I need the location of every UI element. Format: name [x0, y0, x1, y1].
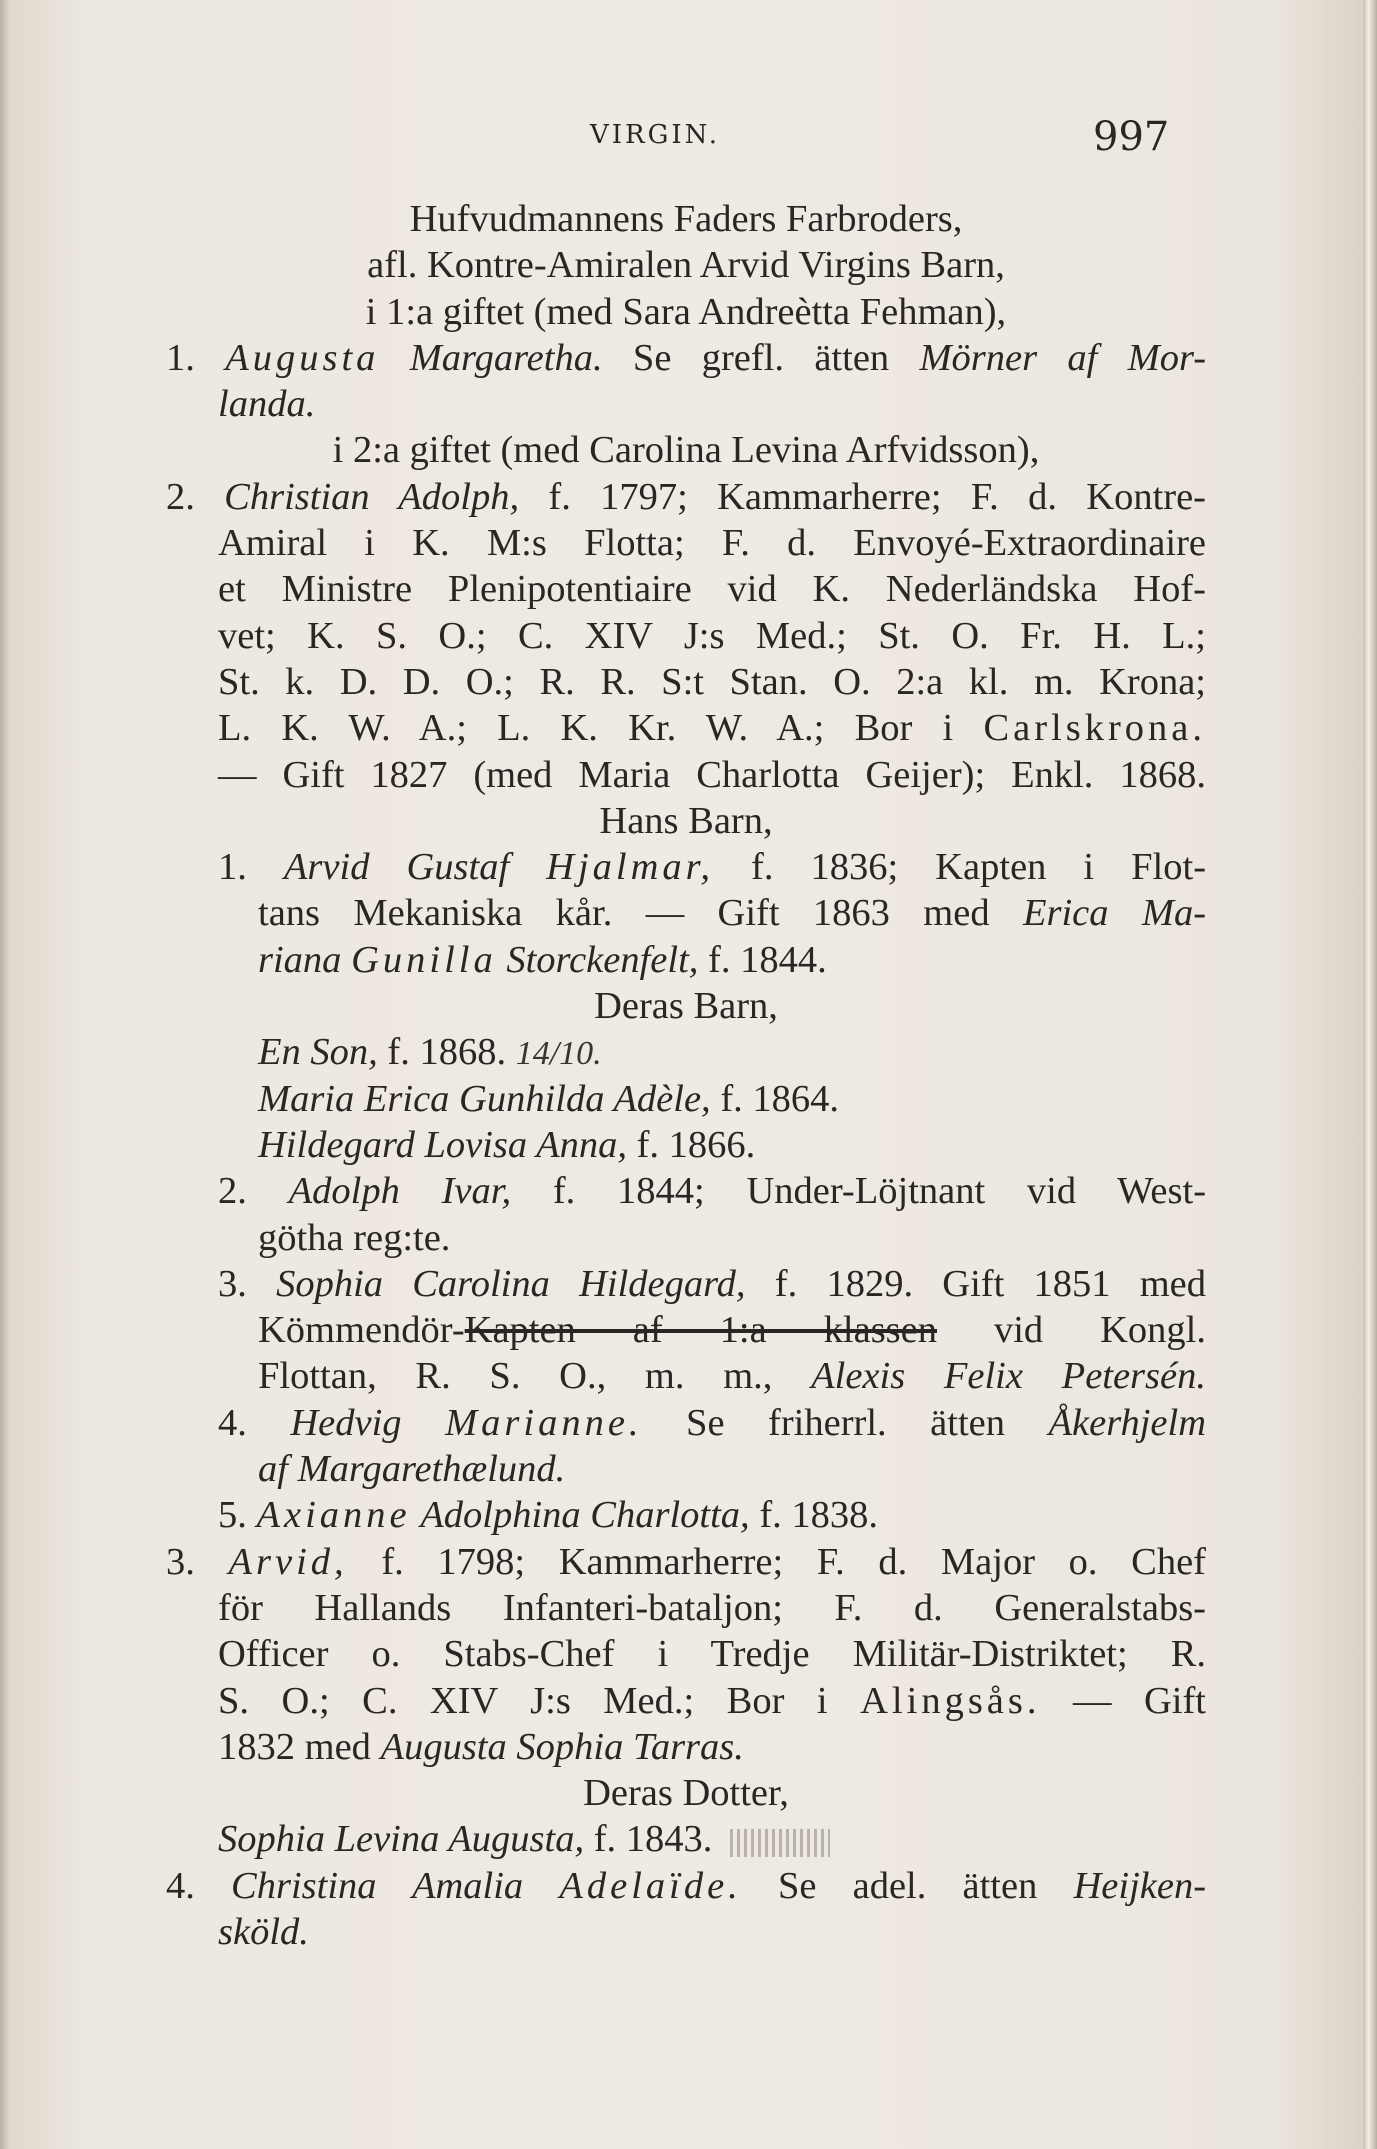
entry-2-line: et Ministre Plenipotentiaire vid K. Nederländska Hof- — [218, 568, 1206, 611]
entry-3-line: Officer o. Stabs-Chef i Tredje Militär-Distriktet; R. — [218, 1633, 1206, 1676]
entry-2-line: St. k. D. D. O.; R. R. S:t Stan. O. 2:a kl. m. Krona; — [218, 660, 1206, 703]
grandchild-3: Hildegard Lovisa Anna, f. 1866. — [258, 1123, 756, 1166]
entry-2-line: vet; K. S. O.; C. XIV J:s Med.; St. O. Fr. H. L.; — [218, 614, 1206, 657]
grandchildren-heading: Deras Barn, — [594, 985, 778, 1028]
child-3: 3. Sophia Carolina Hildegard, f. 1829. Gift 1851 med — [218, 1262, 1207, 1305]
child-3-line: Flottan, R. S. O., m. m., Alexis Felix Petersén. — [258, 1355, 1206, 1398]
page-header — [0, 114, 1377, 160]
child-1-line: tans Mekaniska kår. — Gift 1863 med Erica Ma- — [258, 892, 1207, 935]
entry-1-cont: landa. — [218, 383, 316, 426]
marriage-heading-1: i 1:a giftet (med Sara Andreètta Fehman), — [365, 290, 1007, 333]
entry-2-line: Amiral i K. M:s Flotta; F. d. Envoyé-Extraordinaire — [218, 522, 1206, 565]
entry-3-line: 1832 med Augusta Sophia Tarras. — [218, 1725, 744, 1768]
entry-2-line: — Gift 1827 (med Maria Charlotta Geijer); Enkl. 1868. — [218, 753, 1206, 796]
section-subtitle: afl. Kontre-Amiralen Arvid Virgins Barn, — [367, 244, 1005, 287]
page-gutter-shadow — [0, 0, 10, 2149]
entry-3-line: S. O.; C. XIV J:s Med.; Bor i Alingsås. — Gift — [218, 1679, 1207, 1722]
handwritten-note: 14/10. — [515, 1035, 602, 1073]
child-2: 2. Adolph Ivar, f. 1844; Under-Löjtnant vid West- — [218, 1170, 1207, 1213]
entry-1: 1. Augusta Margaretha. Se grefl. ätten Mörner af Mor- — [166, 336, 1207, 379]
child-2-line: götha reg:te. — [258, 1216, 451, 1259]
entry-2-line: L. K. W. A.; L. K. Kr. W. A.; Bor i Carlskrona. — [218, 707, 1207, 750]
running-head: VIRGIN. — [590, 120, 721, 150]
page-edge — [1363, 0, 1377, 2149]
entry-4: 4. Christina Amalia Adelaïde. Se adel. ätten Heijken- — [166, 1864, 1207, 1907]
entry-3-line: för Hallands Infanteri-bataljon; F. d. Generalstabs- — [218, 1586, 1206, 1629]
child-4-line: af Margarethælund. — [258, 1448, 566, 1491]
marriage-heading-2: i 2:a giftet (med Carolina Levina Arfvidsson), — [332, 429, 1040, 472]
genealogy-text — [166, 196, 1206, 1955]
child-3-line: Kömmendör-Kapten af 1:a klassen vid Kongl. — [258, 1309, 1206, 1352]
grandchild-2: Maria Erica Gunhilda Adèle, f. 1864. — [258, 1077, 840, 1120]
child-1-line: riana Gunilla Storckenfelt, f. 1844. — [258, 938, 827, 981]
entry-3: 3. Arvid, f. 1798; Kammarherre; F. d. Major o. Chef — [166, 1540, 1207, 1583]
struck-text: Kapten af 1:a klassen — [464, 1309, 937, 1352]
child-5: 5. Axianne Adolphina Charlotta, f. 1838. — [218, 1494, 879, 1537]
entry-2: 2. Christian Adolph, f. 1797; Kammarherre; F. d. Kontre- — [166, 475, 1206, 518]
grandchild-1: En Son, f. 1868. 14/10. — [258, 1031, 602, 1074]
daughter-1: Sophia Levina Augusta, f. 1843. — [166, 1816, 1206, 1862]
child-4: 4. Hedvig Marianne. Se friherrl. ätten Åkerhjelm — [218, 1401, 1207, 1444]
children-heading: Hans Barn, — [599, 799, 773, 842]
page-number: 997 — [1093, 114, 1170, 160]
entry-4-cont: sköld. — [218, 1910, 309, 1953]
child-1: 1. Arvid Gustaf Hjalmar, f. 1836; Kapten i Flot- — [218, 846, 1207, 889]
section-title: Hufvudmannens Faders Farbroders, — [409, 198, 963, 240]
daughter-heading: Deras Dotter, — [583, 1772, 789, 1815]
library-stamp — [730, 1829, 830, 1857]
